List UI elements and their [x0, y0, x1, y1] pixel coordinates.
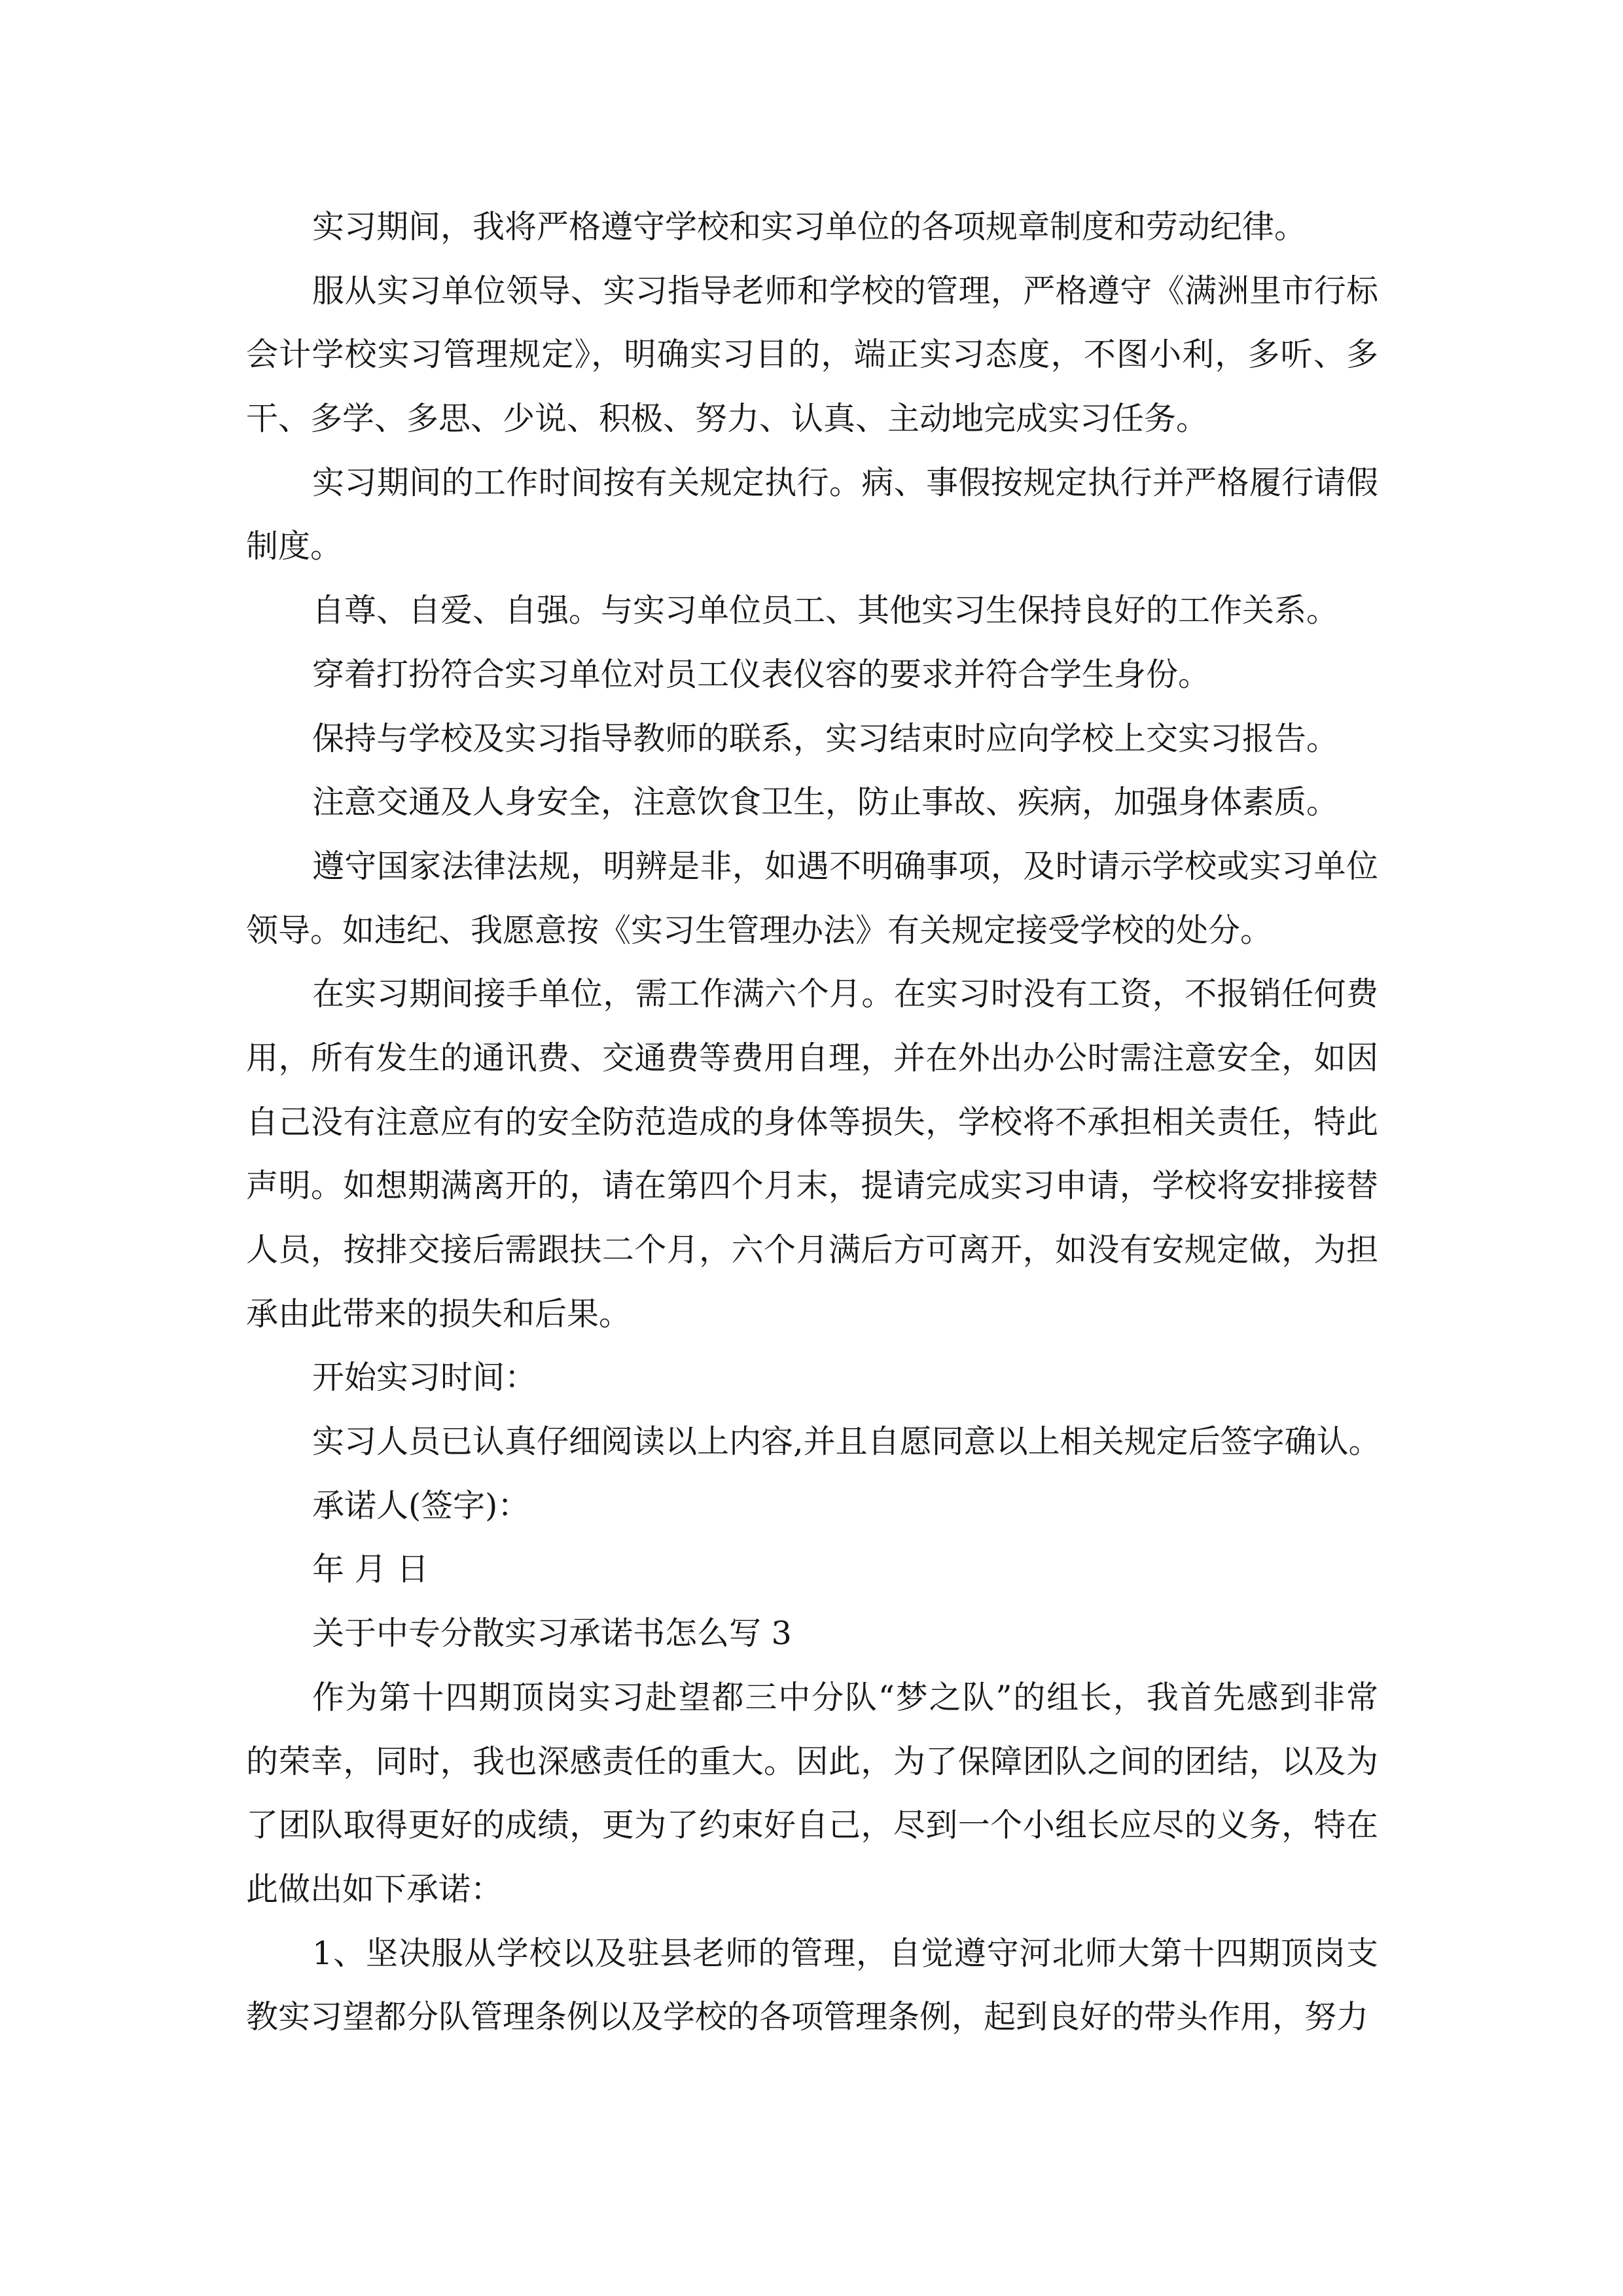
text-line: 服从实习单位领导、实习指导老师和学校的管理，严格遵守《满洲里市行标	[312, 272, 1378, 310]
text-line: 注意交通及人身安全，注意饮食卫生，防止事故、疾病，加强身体素质。	[312, 783, 1339, 821]
text-line: 制度。	[246, 528, 343, 565]
text-line: 承由此带来的损失和后果。	[246, 1295, 632, 1333]
text-line: 实习期间的工作时间按有关规定执行。病、事假按规定执行并严格履行请假	[312, 463, 1378, 501]
paragraph	[246, 962, 1378, 1346]
paragraph	[246, 1666, 1378, 1922]
text-line: 保持与学校及实习指导教师的联系，实习结束时应向学校上交实习报告。	[312, 719, 1339, 757]
text-line: 此做出如下承诺：	[246, 1870, 503, 1908]
paragraph	[246, 834, 1378, 962]
text-line: 声明。如想期满离开的，请在第四个月末，提请完成实习申请，学校将安排接替	[246, 1167, 1378, 1205]
paragraph	[246, 1537, 1378, 1602]
text-line: 作为第十四期顶岗实习赴望都三中分队“梦之队”的组长，我首先感到非常	[312, 1678, 1378, 1716]
text-line: 的荣幸，同时，我也深感责任的重大。因此，为了保障团队之间的团结，以及为	[246, 1742, 1378, 1780]
text-line: 了团队取得更好的成绩，更为了约束好自己，尽到一个小组长应尽的义务，特在	[246, 1806, 1378, 1844]
paragraph	[246, 770, 1378, 834]
paragraph	[246, 195, 1378, 259]
text-line: 教实习望都分队管理条例以及学校的各项管理条例，起到良好的带头作用，努力	[246, 1998, 1369, 2036]
text-line: 年 月 日	[312, 1551, 429, 1588]
paragraph	[246, 643, 1378, 707]
text-line: 在实习期间接手单位，需工作满六个月。在实习时没有工资，不报销任何费	[312, 975, 1378, 1013]
paragraph	[246, 259, 1378, 451]
paragraph	[246, 579, 1378, 643]
paragraph	[246, 707, 1378, 771]
text-line: 承诺人(签字)：	[312, 1486, 530, 1524]
paragraph	[246, 1410, 1381, 1474]
text-line: 自己没有注意应有的安全防范造成的身体等损失，学校将不承担相关责任，特此	[246, 1103, 1378, 1141]
text-line: 实习人员已认真仔细阅读以上内容,并且自愿同意以上相关规定后签字确认。	[312, 1423, 1381, 1461]
document-body	[246, 195, 1381, 2049]
text-line: 穿着打扮符合实习单位对员工仪表仪容的要求并符合学生身份。	[312, 655, 1211, 693]
paragraph	[246, 1602, 1378, 1666]
text-line: 自尊、自爱、自强。与实习单位员工、其他实习生保持良好的工作关系。	[312, 592, 1339, 630]
text-line: 关于中专分散实习承诺书怎么写 3	[312, 1615, 792, 1653]
text-line: 遵守国家法律法规，明辨是非，如遇不明确事项，及时请示学校或实习单位	[312, 847, 1378, 885]
text-line: 1、坚决服从学校以及驻县老师的管理，自觉遵守河北师大第十四期顶岗支	[312, 1934, 1378, 1972]
text-line: 领导。如违纪、我愿意按《实习生管理办法》有关规定接受学校的处分。	[246, 911, 1273, 949]
paragraph	[246, 451, 1378, 579]
text-line: 人员，按排交接后需跟扶二个月，六个月满后方可离开，如没有安规定做，为担	[246, 1231, 1378, 1268]
paragraph	[246, 1922, 1378, 2049]
text-line: 用，所有发生的通讯费、交通费等费用自理，并在外出办公时需注意安全，如因	[246, 1039, 1378, 1077]
paragraph	[246, 1346, 1378, 1410]
text-line: 会计学校实习管理规定》，明确实习目的，端正实习态度，不图小利，多听、多	[246, 336, 1378, 374]
paragraph	[246, 1474, 1378, 1538]
text-line: 干、多学、多思、少说、积极、努力、认真、主动地完成实习任务。	[246, 400, 1209, 438]
text-line: 开始实习时间：	[312, 1359, 537, 1397]
text-line: 实习期间，我将严格遵守学校和实习单位的各项规章制度和劳动纪律。	[312, 208, 1307, 245]
